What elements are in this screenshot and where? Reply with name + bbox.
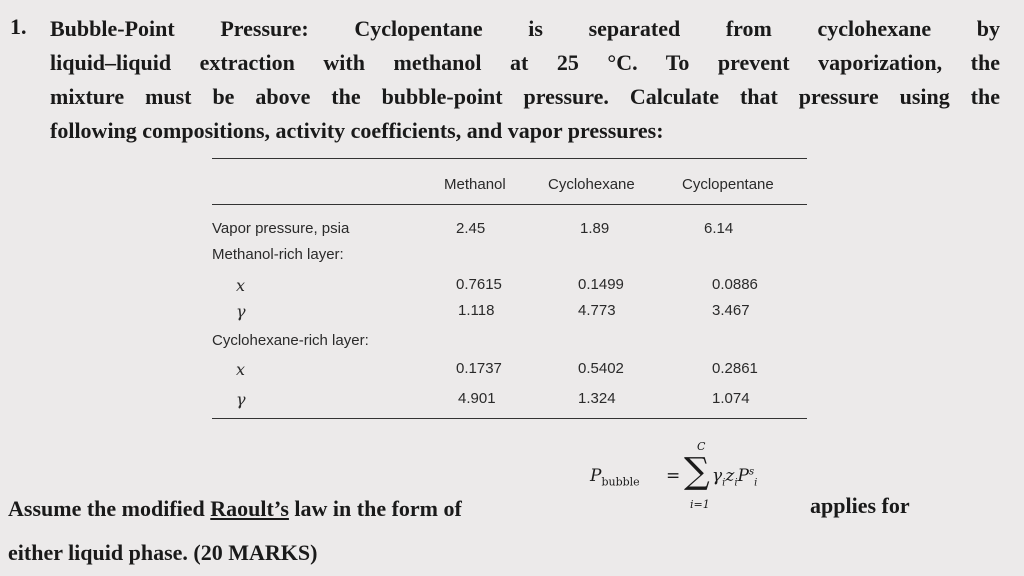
question-line-2: liquid–liquid extraction with methanol at 25 °C. To prevent vaporization, the <box>50 50 1000 75</box>
formula-ps-sup: s <box>749 466 755 478</box>
layer1-gamma-methanol: 1.118 <box>458 302 495 319</box>
layer2-x-cyclopentane: 0.2861 <box>712 360 758 377</box>
vapor-cyclohexane: 1.89 <box>580 220 610 237</box>
vapor-methanol: 2.45 <box>456 220 486 237</box>
layer2-gamma-cyclopentane: 1.074 <box>712 390 750 407</box>
formula-equals: = <box>666 466 681 486</box>
question-line-1: Bubble-Point Pressure: Cyclopentane is separated from cyclohexane by <box>50 16 1000 41</box>
header-methanol: Methanol <box>444 176 506 193</box>
marks-text: either liquid phase. (20 MARKS) <box>8 540 318 565</box>
formula-ps: P <box>737 466 749 486</box>
summation-icon: ∑ <box>684 451 710 492</box>
formula-gamma-sub: i <box>722 477 726 489</box>
layer1-gamma-cyclohexane: 4.773 <box>578 302 616 319</box>
formula-p: P <box>590 466 602 486</box>
formula-gamma: γ <box>712 466 723 486</box>
vapor-cyclopentane: 6.14 <box>704 220 734 237</box>
methanol-rich-layer-label: Methanol-rich layer: <box>212 246 344 263</box>
assumption-text <box>8 496 462 522</box>
formula-term <box>712 466 757 488</box>
cyclohexane-rich-layer-label: Cyclohexane-rich layer: <box>212 332 369 349</box>
header-cyclohexane: Cyclohexane <box>548 176 635 193</box>
formula-bubble-sub: bubble <box>601 475 640 489</box>
formula-sum-lower: i=1 <box>690 498 710 511</box>
layer2-gamma-cyclohexane: 1.324 <box>578 390 616 407</box>
assume-prefix: Assume the modified <box>8 496 211 521</box>
layer1-x-methanol: 0.7615 <box>456 276 502 293</box>
formula-lhs <box>590 466 640 488</box>
formula-ps-sub: i <box>754 477 758 489</box>
raoult-link: Raoult’s <box>210 496 289 521</box>
layer2-x-cyclohexane: 0.5402 <box>578 360 624 377</box>
question-line-4: following compositions, activity coefficients, and vapor pressures: <box>50 118 664 143</box>
layer1-x-label: x <box>236 276 246 295</box>
applies-text: applies for <box>810 493 910 518</box>
header-cyclopentane: Cyclopentane <box>682 176 774 193</box>
question-number: 1. <box>10 14 27 39</box>
layer1-gamma-label: γ <box>236 302 246 321</box>
layer2-x-methanol: 0.1737 <box>456 360 502 377</box>
formula-sum-upper: C <box>697 440 706 453</box>
table-top-rule <box>212 158 807 159</box>
layer1-gamma-cyclopentane: 3.467 <box>712 302 750 319</box>
layer2-gamma-label: γ <box>236 390 246 409</box>
assume-suffix: law in the form of <box>288 496 462 521</box>
formula-z: z <box>725 466 735 486</box>
layer1-x-cyclohexane: 0.1499 <box>578 276 624 293</box>
formula-z-sub: i <box>734 477 738 489</box>
layer1-x-cyclopentane: 0.0886 <box>712 276 758 293</box>
bubble-pressure-formula <box>590 440 800 520</box>
question-line-3: mixture must be above the bubble-point pressure. Calculate that pressure using the <box>50 84 1000 109</box>
vapor-pressure-label: Vapor pressure, psia <box>212 220 350 237</box>
layer2-x-label: x <box>236 360 246 379</box>
table-bottom-rule <box>212 418 807 419</box>
table-header-rule <box>212 204 807 205</box>
layer2-gamma-methanol: 4.901 <box>458 390 496 407</box>
